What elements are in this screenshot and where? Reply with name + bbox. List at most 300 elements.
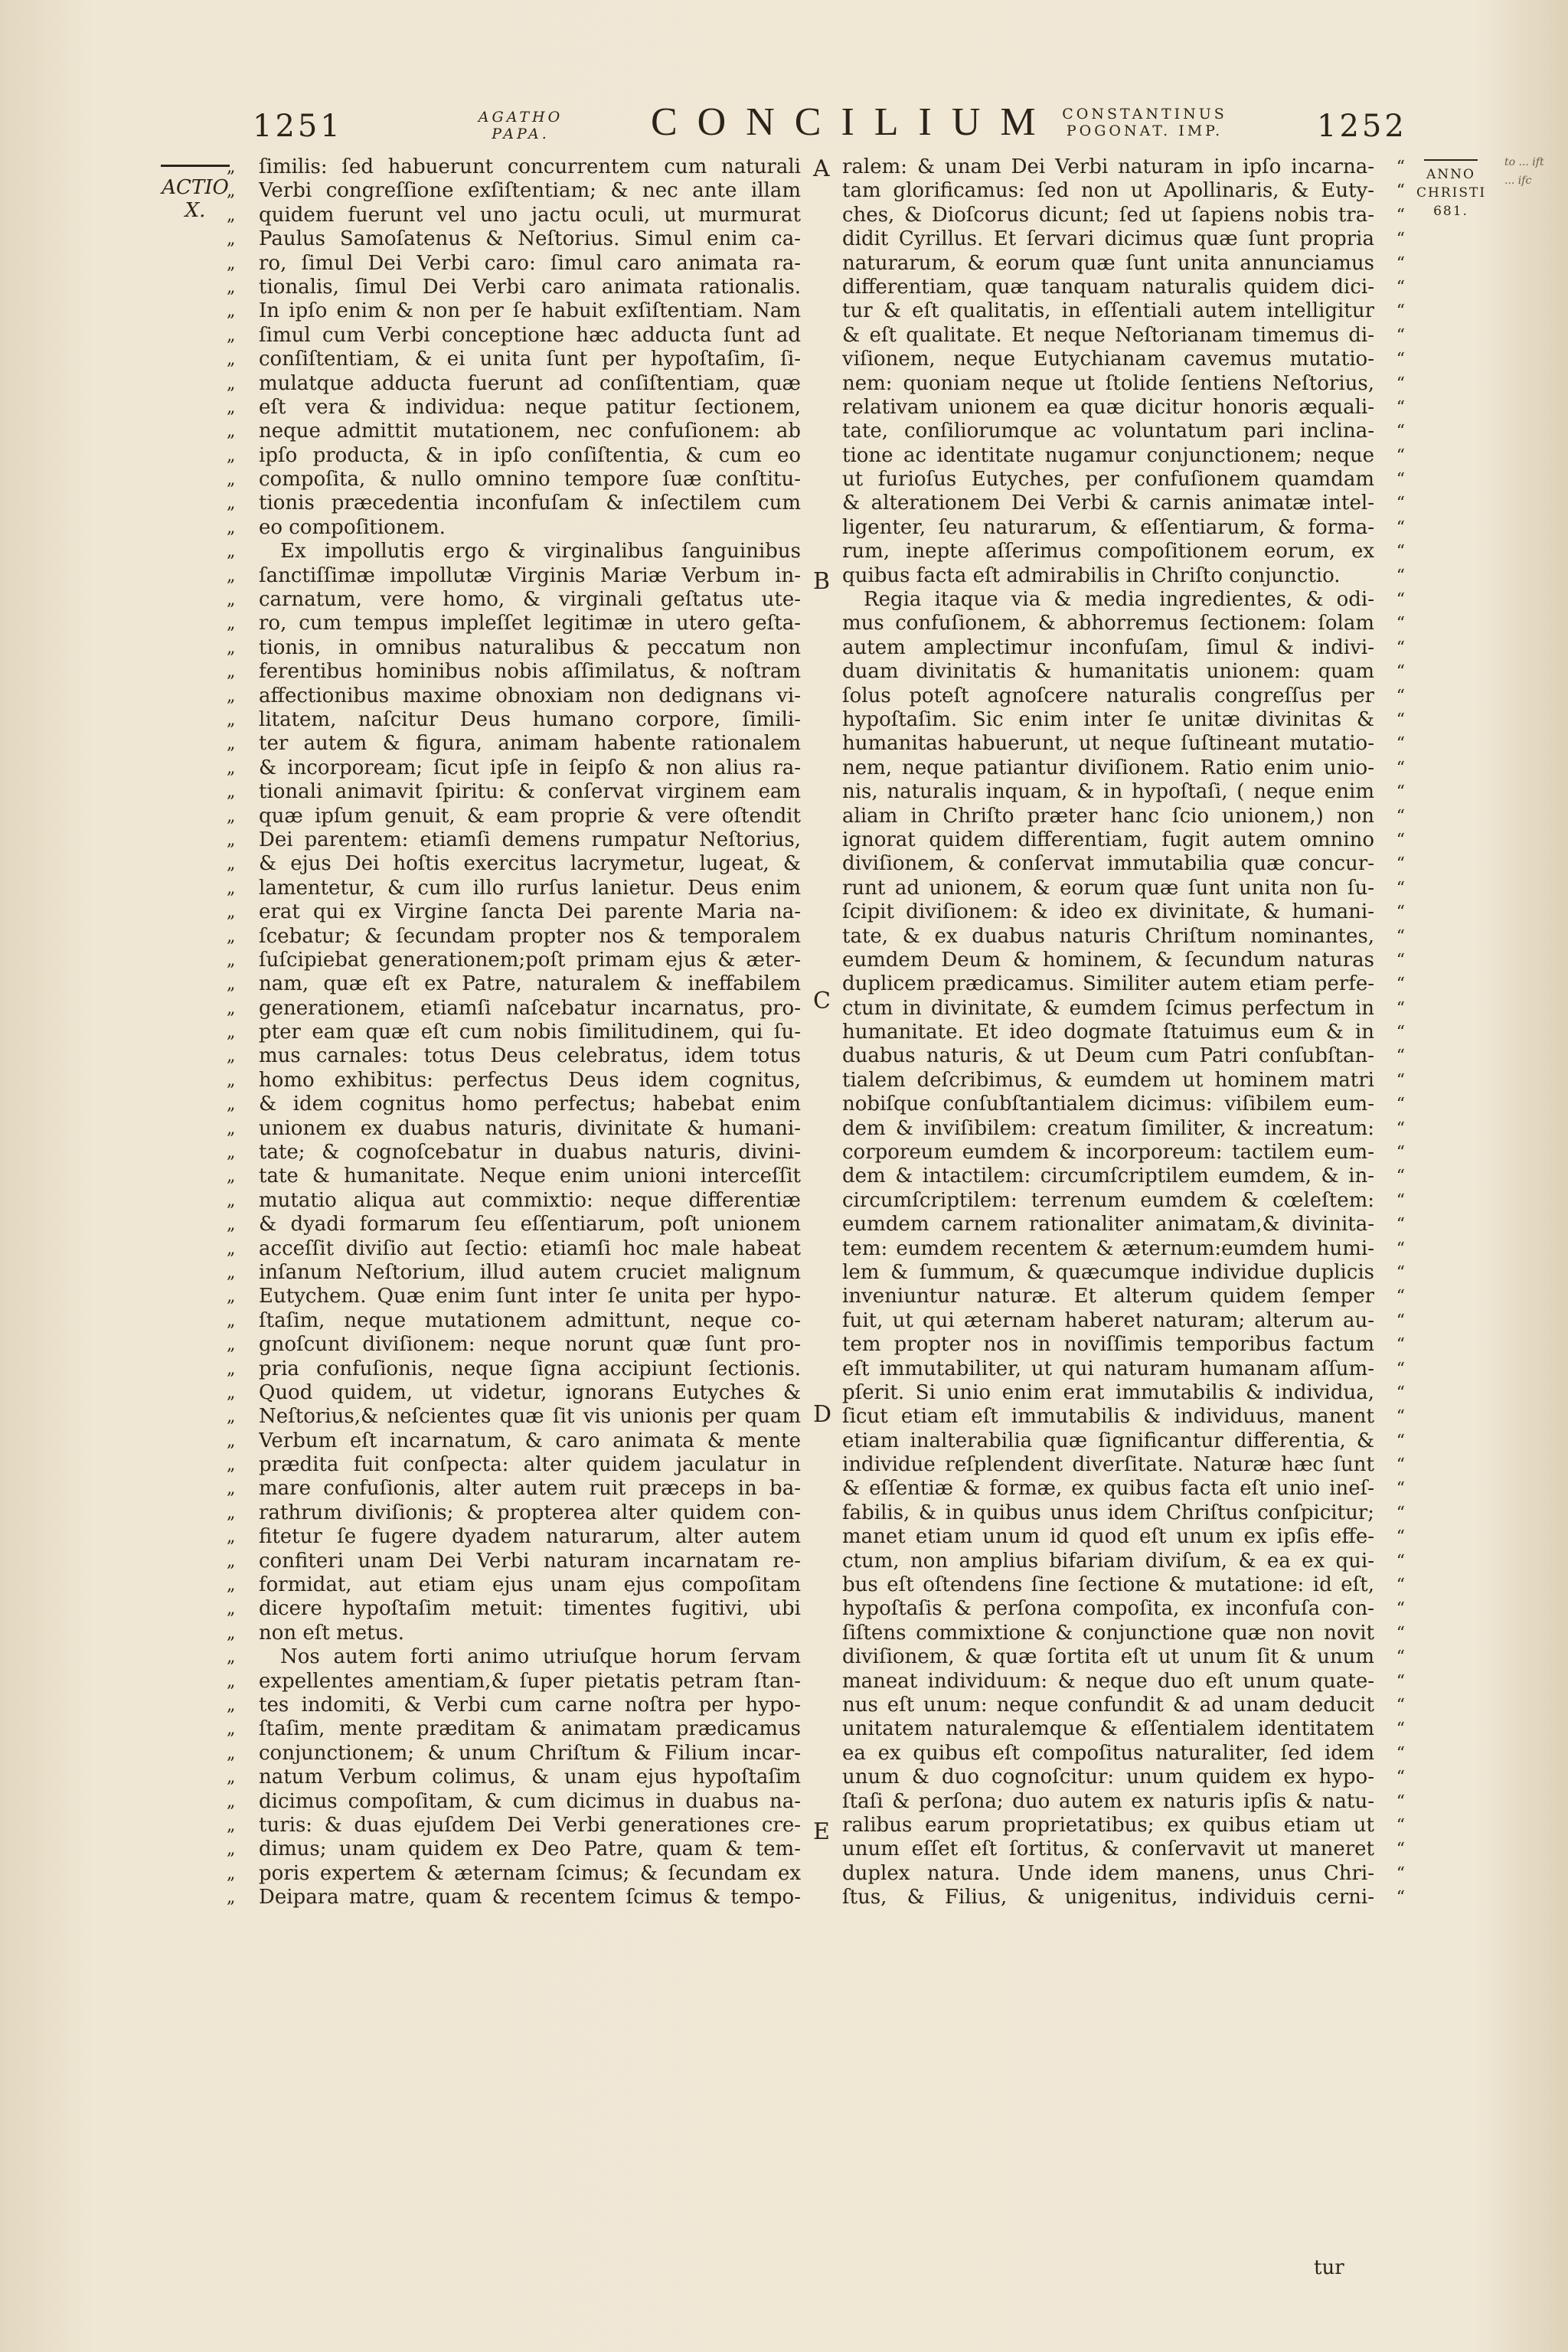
line-text: individue reſplendent diverſitate. Naturæ hæc ſunt (842, 1453, 1374, 1477)
line-text: Deipara matre, quam & recentem ſcimus & tempo- (259, 1886, 801, 1909)
line-text: ſicut etiam eſt immutabilis & individuus, manent (842, 1405, 1374, 1429)
line-text: bus eſt oſtendens ſine ſectione & mutatione: id eſt, (842, 1573, 1374, 1597)
text-line (227, 1069, 801, 1093)
line-text: litatem, naſcitur Deus humano corpore, ſimili- (259, 707, 801, 731)
line-text: Regia itaque via & media ingredientes, & odi- (864, 588, 1374, 612)
text-line (842, 1093, 1405, 1116)
line-text: ſolus poteſt agnoſcere naturalis congreſſus per (842, 684, 1374, 707)
line-text: neque admittit mutationem, nec confuſionem: ab (259, 420, 801, 443)
quote-mark: „ (227, 1671, 236, 1691)
line-text: Verbi congreſſione exſiſtentiam; & nec ante illam (259, 179, 801, 203)
page-number-right: 1252 (1317, 109, 1407, 144)
text-line (842, 396, 1405, 420)
text-line (227, 660, 801, 684)
line-text: ter autem & figura, animam habente rationalem (259, 732, 801, 756)
page-header (0, 100, 1568, 153)
line-text: tionali animavit ſpiritu: & conſervat virginem eam (259, 780, 801, 804)
text-line (227, 612, 801, 635)
line-text: ligenter, ſeu naturarum, & eſſentiarum, & forma- (842, 515, 1374, 539)
text-line (227, 564, 801, 588)
line-text: didit Cyrillus. Et ſervari dicimus quæ ſunt propria (842, 227, 1374, 251)
quote-mark: “ (1396, 277, 1405, 297)
text-line (842, 276, 1405, 299)
text-line (227, 852, 801, 876)
quote-mark: „ (227, 1815, 236, 1835)
text-line (227, 492, 801, 515)
line-text: quæ ipſum genuit, & eam proprie & vere oſtendit (259, 804, 801, 828)
quote-mark: „ (227, 782, 236, 802)
line-text: & alterationem Dei Verbi & carnis animatæ intel- (842, 492, 1374, 515)
line-text: Verbum eſt incarnatum, & caro animata & mente (259, 1429, 801, 1452)
text-line (842, 1429, 1405, 1453)
quote-mark: “ (1396, 734, 1405, 754)
line-text: confiteri unam Dei Verbi naturam incarnatam re- (259, 1549, 801, 1573)
quote-mark: “ (1396, 1239, 1405, 1259)
line-text: tem: eumdem recentem & æternum:eumdem humi- (842, 1236, 1374, 1260)
year-label: 681. (1433, 204, 1468, 219)
line-text: fuit, ut qui æternam haberet naturam; alterum au- (842, 1308, 1374, 1332)
line-text: eſt vera & individua: neque patitur ſectionem, (259, 395, 801, 419)
adjacent-page-edge: to ... ift ... ifc (1504, 156, 1544, 187)
line-text: nem, neque patiantur diviſionem. Ratio enim unio- (842, 756, 1374, 779)
quote-mark: “ (1396, 878, 1405, 898)
line-text: quidem fuerunt vel uno jactu oculi, ut murmurat (259, 203, 801, 227)
page-number-left: 1251 (253, 109, 343, 144)
quote-mark: “ (1396, 446, 1405, 466)
quote-mark: “ (1396, 758, 1405, 778)
text-line (842, 756, 1405, 780)
line-text: & incorpoream; ſicut ipſe in ſeipſo & non alius ra- (259, 756, 801, 779)
quote-mark: “ (1396, 374, 1405, 394)
text-line (842, 1886, 1405, 1909)
text-line (227, 1141, 801, 1165)
line-text: mus confuſionem, & abhorremus ſectionem: ſolam (842, 612, 1374, 635)
quote-mark: “ (1396, 470, 1405, 490)
text-line (842, 468, 1405, 492)
text-line (842, 1189, 1405, 1213)
text-line (227, 1189, 801, 1213)
quote-mark: “ (1396, 1623, 1405, 1643)
text-line (227, 588, 801, 612)
text-line (842, 997, 1405, 1021)
text-line (227, 179, 801, 203)
quote-mark: „ (227, 1263, 236, 1282)
quote-mark: „ (227, 350, 236, 370)
text-line (842, 877, 1405, 900)
line-text: fabilis, & in quibus unus idem Chriſtus conſpicitur; (842, 1501, 1374, 1524)
quote-mark: “ (1396, 1599, 1405, 1619)
text-line (227, 1044, 801, 1068)
text-line (842, 1453, 1405, 1477)
text-line (227, 276, 801, 299)
text-line (842, 1717, 1405, 1741)
line-text: eumdem Deum & hominem, & ſecundum naturas (842, 948, 1374, 972)
line-text: unum eſſet eſt ſortitus, & conſervavit ut maneret (842, 1838, 1374, 1861)
running-head-left: AGATHO PAPA. (478, 109, 564, 142)
line-text: aliam in Chriſto præter hanc ſcio unionem,) non (842, 804, 1374, 828)
text-line (842, 227, 1405, 251)
quote-mark: “ (1396, 350, 1405, 370)
text-line (227, 780, 801, 804)
line-text: duam divinitatis & humanitatis unionem: quam (842, 660, 1374, 684)
line-text: circumſcriptilem: terrenum eumdem & cœleſtem: (842, 1188, 1374, 1212)
quote-mark: „ (227, 1215, 236, 1235)
text-line (227, 877, 801, 900)
text-line (842, 540, 1405, 564)
quote-mark: “ (1396, 1527, 1405, 1547)
line-text: dem & intactilem: circumſcriptilem eumdem, & in- (842, 1165, 1374, 1188)
text-line (227, 1405, 801, 1429)
quote-mark: “ (1396, 806, 1405, 826)
line-text: tionalis, ſimul Dei Verbi caro animata rationalis. (259, 275, 801, 299)
text-line (842, 1766, 1405, 1789)
quote-mark: “ (1396, 975, 1405, 995)
quote-mark: „ (227, 494, 236, 514)
line-text: eſt immutabiliter, ut qui naturam humanam aſſum- (842, 1357, 1374, 1380)
quote-mark: „ (227, 662, 236, 682)
line-text: eumdem carnem rationaliter animatam,& divinita- (842, 1213, 1374, 1236)
quote-mark: “ (1396, 230, 1405, 250)
christi-label: CHRISTI (1416, 185, 1487, 201)
quote-mark: “ (1396, 1191, 1405, 1210)
quote-mark: „ (227, 1191, 236, 1210)
page-title: CONCILIUM (651, 100, 1056, 144)
catchword: tur (1314, 2256, 1344, 2279)
text-line (842, 1862, 1405, 1886)
line-text: lamentetur, & cum illo rurſus lanietur. Deus enim (259, 876, 801, 900)
quote-mark: “ (1396, 1431, 1405, 1451)
text-line (227, 900, 801, 924)
text-line (227, 444, 801, 468)
line-text: mus carnales: totus Deus celebratus, idem totus (259, 1044, 801, 1068)
quote-mark: „ (227, 1696, 236, 1715)
line-text: non eſt metus. (259, 1621, 404, 1645)
text-line (842, 155, 1405, 179)
quote-mark: „ (227, 205, 236, 225)
text-line (842, 732, 1405, 756)
quote-mark: „ (227, 1888, 236, 1908)
line-text: conjunctionem; & unum Chriſtum & Filium incar- (259, 1741, 801, 1765)
text-line (842, 324, 1405, 348)
text-line (227, 1766, 801, 1789)
text-line (842, 1261, 1405, 1285)
text-line (227, 420, 801, 443)
line-text: corporeum eumdem & incorporeum: tactilem eum- (842, 1141, 1374, 1165)
text-line (842, 204, 1405, 227)
quote-mark: „ (227, 302, 236, 322)
quote-mark: „ (227, 470, 236, 490)
text-line (227, 468, 801, 492)
text-line (227, 1309, 801, 1333)
line-text: inſanum Neſtorium, illud autem cruciet malignum (259, 1260, 801, 1284)
line-text: dimus; unam quidem ex Deo Patre, quam & tem- (259, 1838, 801, 1861)
line-text: conſiſtentiam, & ei unita ſunt per hypoſtaſim, ſi- (259, 348, 801, 371)
quote-mark: „ (227, 566, 236, 586)
line-text: ſcipit diviſionem: & ideo ex divinitate, & humani- (842, 900, 1374, 924)
text-line (227, 1237, 801, 1261)
text-line (842, 1117, 1405, 1141)
quote-mark: “ (1396, 1070, 1405, 1090)
line-text: inveniuntur naturæ. Et alterum quidem ſemper (842, 1285, 1374, 1308)
quote-mark: „ (227, 253, 236, 273)
quote-mark: “ (1396, 1888, 1405, 1908)
section-letter-a: A (813, 155, 830, 182)
text-line (842, 612, 1405, 635)
text-line (227, 1429, 801, 1453)
text-line (842, 1237, 1405, 1261)
line-text: ctum, non amplius bifariam diviſum, & ea ex qui- (842, 1549, 1374, 1573)
text-line (227, 252, 801, 276)
line-text: tes indomiti, & Verbi cum carne noſtra per hypo- (259, 1694, 801, 1717)
text-line (227, 828, 801, 852)
line-text: Dei parentem: etiamſi demens rumpatur Neſtorius, (259, 828, 801, 851)
line-text: viſionem, neque Eutychianam cavemus mutatio- (842, 348, 1374, 371)
text-line (842, 588, 1405, 612)
line-text: & ejus Dei hoſtis exercitus lacrymetur, lugeat, & (259, 852, 801, 876)
text-column-right (842, 155, 1405, 1910)
text-line (227, 348, 801, 371)
quote-mark: “ (1396, 950, 1405, 970)
text-line (842, 516, 1405, 540)
quote-mark: „ (227, 1023, 236, 1043)
text-line (842, 1285, 1405, 1308)
line-text: ſimul cum Verbi conceptione hæc adducta ſunt ad (259, 323, 801, 347)
text-line (227, 636, 801, 660)
line-text: mutatio aliqua aut commixtio: neque differentiæ (259, 1188, 801, 1212)
line-text: Neſtorius,& neſcientes quæ ſit vis unionis per quam (259, 1405, 801, 1429)
quote-mark: „ (227, 446, 236, 466)
text-line (842, 805, 1405, 828)
quote-mark: „ (227, 950, 236, 970)
quote-mark: „ (227, 1287, 236, 1307)
quote-mark: „ (227, 397, 236, 417)
text-line (227, 1333, 801, 1357)
quote-mark: „ (227, 1720, 236, 1740)
text-line (227, 1501, 801, 1525)
text-line (842, 1405, 1405, 1429)
quote-mark: “ (1396, 566, 1405, 586)
line-text: rum, inepte aſſerimus compoſitionem eorum, ex (842, 540, 1374, 564)
line-text: mulatque adducta fuerunt ad conſiſtentiam, quæ (259, 371, 801, 395)
text-line (227, 1717, 801, 1741)
quote-mark: „ (227, 1455, 236, 1475)
quote-mark: “ (1396, 302, 1405, 322)
quote-mark: „ (227, 1407, 236, 1427)
text-line (842, 1694, 1405, 1717)
text-line (227, 1573, 801, 1597)
quote-mark: „ (227, 1768, 236, 1788)
text-line (842, 1622, 1405, 1645)
line-text: hypoſtaſis & perſona compoſita, ex inconfuſa con- (842, 1597, 1374, 1621)
quote-mark: „ (227, 1431, 236, 1451)
line-text: quibus facta eſt admirabilis in Chriſto conjunctio. (842, 564, 1341, 587)
line-text: ſtaſim, neque mutationem admittunt, neque co- (259, 1308, 801, 1332)
quote-mark: „ (227, 1743, 236, 1763)
line-text: ſtaſi & perſona; duo autem ex naturis ipſis & natu- (842, 1789, 1374, 1813)
quote-mark: “ (1396, 1287, 1405, 1307)
text-line (227, 1622, 801, 1645)
quote-mark: “ (1396, 1215, 1405, 1235)
line-text: unionem ex duabus naturis, divinitate & humani- (259, 1116, 801, 1140)
quote-mark: „ (227, 158, 236, 177)
text-line (842, 1069, 1405, 1093)
quote-mark: “ (1396, 782, 1405, 802)
text-line (227, 1525, 801, 1549)
line-text: tur & eſt qualitatis, in eſſentiali autem intelligitur (842, 299, 1374, 323)
quote-mark: „ (227, 975, 236, 995)
quote-mark: „ (227, 422, 236, 442)
text-line (842, 1742, 1405, 1766)
text-line (842, 299, 1405, 323)
text-line (842, 252, 1405, 276)
quote-mark: “ (1396, 422, 1405, 442)
quote-mark: „ (227, 1167, 236, 1187)
quote-mark: „ (227, 1383, 236, 1403)
quote-mark: “ (1396, 1551, 1405, 1571)
line-text: turis: & duas ejuſdem Dei Verbi generationes cre- (259, 1813, 801, 1837)
line-text: homo exhibitus: perfectus Deus idem cognitus, (259, 1068, 801, 1092)
line-text: humanitas habuerunt, ut neque ſuſtineant mutatio- (842, 732, 1374, 756)
quote-mark: „ (227, 710, 236, 730)
quote-mark: “ (1396, 1359, 1405, 1379)
line-text: gnoſcunt diviſionem: neque norunt quæ ſunt pro- (259, 1333, 801, 1357)
quote-mark: “ (1396, 854, 1405, 874)
quote-mark: „ (227, 903, 236, 923)
quote-mark: „ (227, 998, 236, 1018)
line-text: & dyadi formarum ſeu eſſentiarum, poſt unionem (259, 1213, 801, 1236)
section-letter-c: C (813, 988, 831, 1014)
quote-mark: “ (1396, 1095, 1405, 1115)
text-line (227, 1645, 801, 1669)
quote-mark: „ (227, 325, 236, 345)
line-text: tionis, in omnibus naturalibus & peccatum non (259, 635, 801, 659)
line-text: relativam unionem ea quæ dicitur honoris æquali- (842, 395, 1374, 419)
quote-mark: “ (1396, 1047, 1405, 1067)
line-text: unitatem naturalemque & eſſentialem identitatem (842, 1717, 1374, 1741)
line-text: ralibus earum proprietatibus; ex quibus etiam ut (842, 1813, 1374, 1837)
quote-mark: „ (227, 878, 236, 898)
text-line (842, 1525, 1405, 1549)
text-line (842, 1213, 1405, 1236)
line-text: ea ex quibus eſt compoſitus naturaliter, ſed idem (842, 1741, 1374, 1765)
text-line (227, 540, 801, 564)
line-text: runt ad unionem, & eorum quæ ſunt unita non ſu- (842, 876, 1374, 900)
line-text: ſimilis: ſed habuerunt concurrentem cum naturali (259, 155, 801, 178)
quote-mark: “ (1396, 710, 1405, 730)
text-line (842, 1021, 1405, 1044)
line-text: mare confuſionis, alter autem ruit præceps in ba- (259, 1477, 801, 1501)
line-text: compoſita, & nullo omnino tempore ſuæ conſtitu- (259, 468, 801, 492)
quote-mark: „ (227, 1527, 236, 1547)
text-line (227, 1261, 801, 1285)
text-line (227, 1021, 801, 1044)
line-text: tate; & cognoſcebatur in duabus naturis, divini- (259, 1141, 801, 1165)
line-text: unum & duo cognoſcitur: unum quidem ex hypo- (842, 1766, 1374, 1789)
quote-mark: “ (1396, 1671, 1405, 1691)
actio-number: X. (185, 199, 206, 222)
quote-mark: “ (1396, 1383, 1405, 1403)
text-line (842, 1597, 1405, 1621)
quote-mark: “ (1396, 1023, 1405, 1043)
quote-mark: “ (1396, 1167, 1405, 1187)
line-text: Paulus Samoſatenus & Neſtorius. Simul enim ca- (259, 227, 801, 251)
text-line (842, 1814, 1405, 1838)
quote-mark: “ (1396, 1143, 1405, 1163)
text-line (227, 949, 801, 972)
line-text: tialem deſcribimus, & eumdem ut hominem matri (842, 1068, 1374, 1092)
text-line (842, 444, 1405, 468)
line-text: tionis præcedentia inconfuſam & inſectilem cum (259, 492, 801, 515)
quote-mark: “ (1396, 181, 1405, 201)
line-text: etiam inalterabilia quæ ſignificantur differentia, & (842, 1429, 1374, 1452)
anno-label: ANNO (1426, 167, 1475, 182)
line-text: ralem: & unam Dei Verbi naturam in ipſo incarna- (842, 155, 1374, 178)
line-text: formidat, aut etiam ejus unam ejus compoſitam (259, 1573, 801, 1597)
text-line (842, 1501, 1405, 1525)
line-text: prædita fuit conſpecta: alter quidem jaculatur in (259, 1453, 801, 1477)
line-text: ſiſtens commixtione & conjunctione quæ non novit (842, 1621, 1374, 1645)
quote-mark: “ (1396, 1720, 1405, 1740)
line-text: ipſo producta, & in ipſo conſiſtentia, & cum eo (259, 443, 801, 467)
text-line (227, 1285, 801, 1308)
quote-mark: „ (227, 1576, 236, 1596)
text-line (842, 684, 1405, 708)
text-line (842, 1550, 1405, 1573)
quote-mark: “ (1396, 397, 1405, 417)
line-text: & idem cognitus homo perfectus; habebat enim (259, 1093, 801, 1116)
text-line (842, 925, 1405, 949)
line-text: pſerit. Si unio enim erat immutabilis & individua, (842, 1380, 1374, 1404)
quote-mark: „ (227, 181, 236, 201)
quote-mark: „ (227, 1070, 236, 1090)
text-line (842, 660, 1405, 684)
quote-mark: „ (227, 542, 236, 562)
line-text: naturarum, & eorum quæ ſunt unita annunciamus (842, 251, 1374, 275)
line-text: Nos autem forti animo utriuſque horum ſervam (280, 1645, 801, 1669)
quote-mark: „ (227, 734, 236, 754)
quote-mark: “ (1396, 926, 1405, 946)
text-line (227, 396, 801, 420)
running-head-right: CONSTANTINUS POGONAT. IMP. (1062, 106, 1227, 139)
text-line (227, 1213, 801, 1236)
line-text: duplex natura. Unde idem manens, unus Chri- (842, 1861, 1374, 1885)
line-text: maneat individuum: & neque duo eſt unum quate- (842, 1669, 1374, 1693)
quote-mark: „ (227, 926, 236, 946)
quote-mark: „ (227, 1359, 236, 1379)
line-text: pter eam quæ eſt cum nobis ſimilitudinem, qui ſu- (259, 1021, 801, 1044)
text-line (227, 155, 801, 179)
quote-mark: „ (227, 614, 236, 634)
line-text: duplicem prædicamus. Similiter autem etiam perfe- (842, 972, 1374, 996)
quote-mark: “ (1396, 158, 1405, 177)
text-line (227, 1093, 801, 1116)
text-line (227, 1694, 801, 1717)
text-line (227, 684, 801, 708)
quote-mark: “ (1396, 1335, 1405, 1355)
text-line (227, 1381, 801, 1405)
text-line (227, 1814, 801, 1838)
line-text: diviſionem, & conſervat immutabilia quæ concur- (842, 852, 1374, 876)
quote-mark: „ (227, 1335, 236, 1355)
line-text: expellentes amentiam,& ſuper pietatis petram ſtan- (259, 1669, 801, 1693)
quote-mark: “ (1396, 494, 1405, 514)
quote-mark: „ (227, 230, 236, 250)
text-line (842, 828, 1405, 852)
text-line (842, 636, 1405, 660)
quote-mark: „ (227, 1143, 236, 1163)
text-line (842, 1141, 1405, 1165)
text-line (227, 1670, 801, 1694)
